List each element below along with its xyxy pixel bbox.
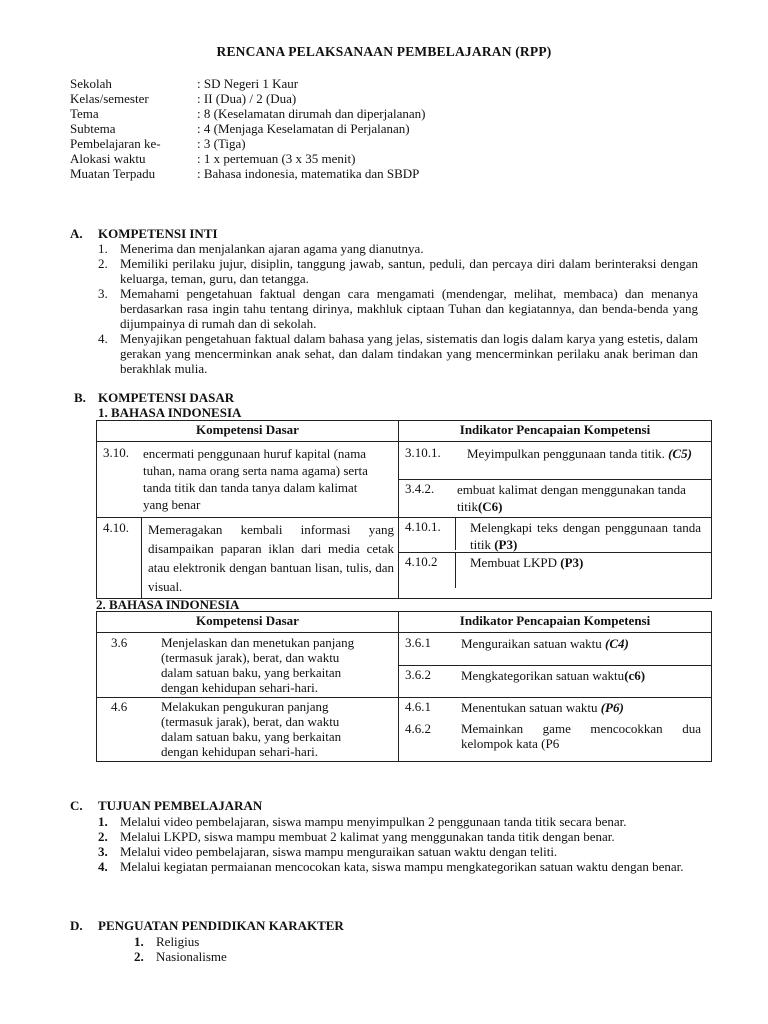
list-item bbox=[98, 859, 692, 874]
table-row bbox=[97, 518, 712, 599]
list-item bbox=[98, 844, 692, 859]
list-number: 3. bbox=[98, 844, 108, 859]
info-row bbox=[70, 76, 710, 91]
kd-number: 3.6 bbox=[111, 635, 128, 650]
info-row bbox=[70, 136, 710, 151]
kd-text: encermati penggunaan huruf kapital (nama tuhan, nama orang serta nama agama) serta tanda titik dan tanda tanya dalam kalimat yang benar bbox=[143, 446, 368, 512]
section-b-heading bbox=[74, 390, 234, 406]
info-label: Alokasi waktu bbox=[70, 151, 146, 166]
indicator-item bbox=[405, 721, 701, 751]
list-item bbox=[134, 949, 434, 964]
list-number: 1. bbox=[134, 934, 144, 949]
subsection-heading: 2. BAHASA INDONESIA bbox=[96, 597, 240, 612]
section-c-heading bbox=[70, 798, 262, 814]
indicator-cell bbox=[399, 518, 712, 599]
info-label: Kelas/semester bbox=[70, 91, 149, 106]
list-text: Nasionalisme bbox=[156, 949, 227, 964]
info-row bbox=[70, 91, 710, 106]
indicator-text: Menentukan satuan waktu bbox=[461, 700, 598, 715]
indicator-number: 3.4.2. bbox=[405, 481, 435, 496]
info-label: Sekolah bbox=[70, 76, 112, 91]
info-label: Subtema bbox=[70, 121, 116, 136]
table-row bbox=[97, 698, 712, 762]
info-value: : 1 x pertemuan (3 x 35 menit) bbox=[197, 151, 356, 166]
list-number: 2. bbox=[98, 256, 108, 271]
indicator-text: Memainkan game mencocokkan dua kelompok kata (P6 bbox=[461, 721, 701, 751]
table-row bbox=[97, 442, 712, 518]
indicator-number: 4.6.2 bbox=[405, 721, 431, 736]
list-number: 3. bbox=[98, 286, 108, 301]
info-label: Pembelajaran ke- bbox=[70, 136, 161, 151]
list-item bbox=[98, 829, 692, 844]
info-row bbox=[70, 106, 710, 121]
column-header: Kompetensi Dasar bbox=[97, 421, 399, 442]
kd-cell bbox=[97, 442, 399, 518]
indicator-cell bbox=[399, 698, 712, 762]
indicator-item bbox=[399, 518, 711, 552]
column-header: Indikator Pencapaian Kompetensi bbox=[399, 421, 712, 442]
indicator-code: (c6) bbox=[624, 668, 646, 683]
kd-number: 3.10. bbox=[103, 445, 129, 460]
table-row bbox=[97, 633, 712, 698]
info-row bbox=[70, 121, 710, 136]
document-title: RENCANA PELAKSANAAN PEMBELAJARAN (RPP) bbox=[216, 44, 552, 59]
indicator-item bbox=[399, 633, 711, 665]
list-item bbox=[98, 814, 692, 829]
list-item bbox=[98, 286, 698, 331]
list-item bbox=[98, 331, 698, 376]
list-item bbox=[98, 241, 698, 256]
kompetensi-inti-list bbox=[98, 241, 698, 376]
list-number: 4. bbox=[98, 859, 108, 874]
list-item bbox=[134, 934, 434, 949]
info-value: : SD Negeri 1 Kaur bbox=[197, 76, 299, 91]
indicator-item bbox=[399, 442, 711, 479]
identity-block bbox=[70, 76, 710, 181]
indicator-text: Mengkategorikan satuan waktu bbox=[461, 668, 625, 683]
section-letter: D. bbox=[70, 918, 83, 933]
info-value: : 3 (Tiga) bbox=[197, 136, 246, 151]
indicator-text: embuat kalimat dengan menggunakan tanda titik bbox=[457, 482, 686, 514]
kd-cell bbox=[97, 518, 399, 599]
tujuan-list bbox=[98, 814, 692, 874]
section-title: TUJUAN PEMBELAJARAN bbox=[98, 798, 263, 813]
kd-text: Menjelaskan dan menetukan panjang (termasuk jarak), berat, dan waktu dalam satuan baku, yang berkaitan dengan kehidupan sehari-hari. bbox=[161, 635, 355, 695]
kompetensi-table-2 bbox=[96, 611, 712, 762]
list-text: Melalui video pembelajaran, siswa mampu menguraikan satuan waktu dengan teliti. bbox=[120, 844, 558, 859]
kd-text: Melakukan pengukuran panjang (termasuk jarak), berat, dan waktu dalam satuan baku, yang berkaitan dengan kehidupan sehari-hari. bbox=[161, 699, 342, 759]
indicator-item bbox=[399, 552, 711, 588]
indicator-code: (P6) bbox=[600, 700, 624, 715]
indicator-item bbox=[399, 479, 711, 517]
info-value: : II (Dua) / 2 (Dua) bbox=[197, 91, 297, 106]
section-a-heading bbox=[70, 226, 218, 242]
indicator-text: Membuat LKPD bbox=[470, 555, 558, 570]
indicator-cell bbox=[399, 633, 712, 698]
list-item bbox=[98, 256, 698, 286]
info-label: Muatan Terpadu bbox=[70, 166, 156, 181]
indicator-number: 4.6.1 bbox=[405, 699, 431, 714]
section-letter: B. bbox=[74, 390, 86, 405]
kd-number: 4.6 bbox=[111, 699, 128, 714]
list-number: 1. bbox=[98, 241, 108, 256]
indicator-code: (P3) bbox=[494, 537, 518, 552]
kd-cell bbox=[97, 698, 399, 762]
info-label: Tema bbox=[70, 106, 99, 121]
column-header: Indikator Pencapaian Kompetensi bbox=[399, 612, 712, 633]
indicator-item bbox=[405, 699, 701, 721]
info-row bbox=[70, 151, 710, 166]
list-text: Memiliki perilaku jujur, disiplin, tanggung jawab, santun, peduli, dan percaya diri dalam berinteraksi dengan keluarga, teman, guru, dan tetangga. bbox=[120, 256, 698, 286]
indicator-text: Menguraikan satuan waktu bbox=[461, 636, 602, 651]
section-letter: C. bbox=[70, 798, 83, 813]
indicator-number: 4.10.1. bbox=[405, 518, 456, 550]
column-header: Kompetensi Dasar bbox=[97, 612, 399, 633]
indicator-text: Meyimpulkan penggunaan tanda titik. bbox=[467, 446, 665, 461]
indicator-code: (P3) bbox=[560, 555, 584, 570]
kompetensi-table-1 bbox=[96, 420, 712, 599]
indicator-code: (C4) bbox=[605, 636, 629, 651]
indicator-number: 3.6.1 bbox=[405, 635, 431, 650]
indicator-cell bbox=[399, 442, 712, 518]
list-text: Menyajikan pengetahuan faktual dalam bahasa yang jelas, sistematis dan logis dalam karya yang estetis, dalam gerakan yang mencerminkan anak sehat, dan dalam tindakan yang mencerminkan perilaku anak beriman dan berakhlak mulia. bbox=[120, 331, 698, 376]
karakter-list bbox=[134, 934, 434, 964]
list-number: 4. bbox=[98, 331, 108, 346]
list-number: 2. bbox=[134, 949, 144, 964]
list-number: 2. bbox=[98, 829, 108, 844]
kd-text: Memeragakan kembali informasi yang disampaikan paparan iklan dari media cetak atau elektronik dengan bantuan lisan, tulis, dan visual. bbox=[148, 522, 394, 594]
section-title: PENGUATAN PENDIDIKAN KARAKTER bbox=[98, 918, 344, 933]
kd-number: 4.10. bbox=[103, 518, 142, 598]
list-text: Melalui LKPD, siswa mampu membuat 2 kalimat yang menggunakan tanda titik dengan benar. bbox=[120, 829, 615, 844]
indicator-text: Melengkapi teks dengan penggunaan tanda titik bbox=[470, 520, 701, 552]
list-text: Melalui kegiatan permaianan mencocokan kata, siswa mampu mengkategorikan satuan waktu dengan benar. bbox=[120, 859, 684, 874]
info-value: : Bahasa indonesia, matematika dan SBDP bbox=[197, 166, 420, 181]
indicator-number: 3.10.1. bbox=[405, 445, 441, 460]
list-text: Religius bbox=[156, 934, 200, 949]
section-d-heading bbox=[70, 918, 344, 934]
list-text: Melalui video pembelajaran, siswa mampu menyimpulkan 2 penggunaan tanda titik secara benar. bbox=[120, 814, 627, 829]
list-text: Menerima dan menjalankan ajaran agama yang dianutnya. bbox=[120, 241, 424, 256]
info-value: : 4 (Menjaga Keselamatan di Perjalanan) bbox=[197, 121, 410, 136]
subsection-heading: 1. BAHASA INDONESIA bbox=[98, 405, 242, 420]
list-text: Memahami pengetahuan faktual dengan cara mengamati (mendengar, melihat, membaca) dan menanya berdasarkan rasa ingin tahu tentang dirinya, makhluk ciptaan Tuhan dan kegiatannya, dan benda-benda yang dijumpainya di rumah dan di sekolah. bbox=[120, 286, 698, 331]
indicator-code: (C5) bbox=[668, 446, 692, 461]
section-letter: A. bbox=[70, 226, 83, 241]
info-row bbox=[70, 166, 710, 181]
kd-cell bbox=[97, 633, 399, 698]
section-title: KOMPETENSI INTI bbox=[98, 226, 218, 241]
indicator-number: 3.6.2 bbox=[405, 667, 431, 682]
section-title: KOMPETENSI DASAR bbox=[98, 390, 235, 405]
list-number: 1. bbox=[98, 814, 108, 829]
info-value: : 8 (Keselamatan dirumah dan diperjalanan) bbox=[197, 106, 426, 121]
indicator-number: 4.10.2 bbox=[405, 553, 456, 588]
indicator-item bbox=[399, 665, 711, 686]
indicator-code: (C6) bbox=[477, 499, 503, 514]
